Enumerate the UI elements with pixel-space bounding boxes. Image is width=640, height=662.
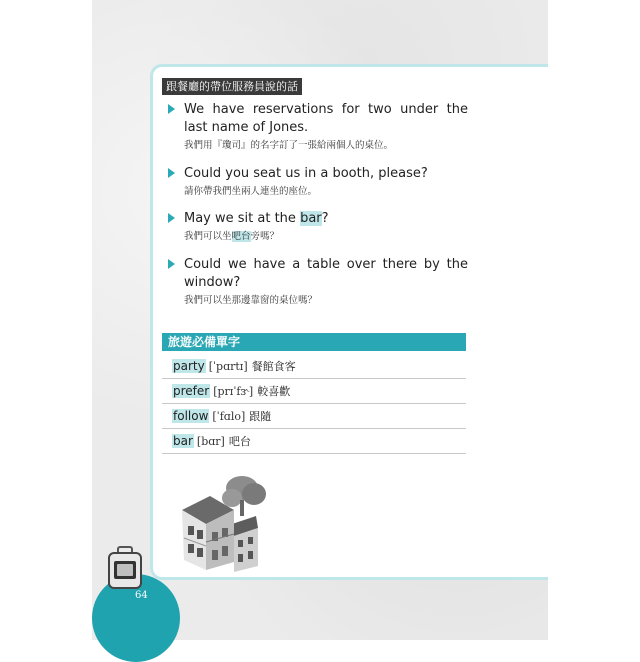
vocab-title: 旅遊必備單字 <box>162 333 466 351</box>
phrase-chinese: 我們可以坐吧台旁嗎？ <box>184 231 280 242</box>
phrase-english: Could you seat us in a booth, please? <box>184 166 428 181</box>
vocab-row <box>162 430 466 454</box>
triangle-bullet-icon <box>168 259 175 269</box>
phrase-item <box>168 210 468 244</box>
vocab-phonetic: [ˈpɑrtɪ] <box>208 360 248 373</box>
vocab-word: party <box>173 359 205 373</box>
vocab-meaning: 吧台 <box>228 435 251 448</box>
phrase-item <box>168 256 468 308</box>
phrase-chinese: 我們用『瓊司』的名字訂了一張給兩個人的桌位。 <box>184 140 394 151</box>
vocab-meaning: 餐館食客 <box>251 360 296 373</box>
phrase-english: We have reservations for two under the last name of Jones. <box>184 102 468 135</box>
phrase-chinese: 請你帶我們坐兩人連坐的座位。 <box>184 186 318 197</box>
vocab-phonetic: [prɪˈfɝ] <box>213 385 254 398</box>
triangle-bullet-icon <box>168 168 175 178</box>
phrase-english: May we sit at the bar? <box>184 211 329 226</box>
phrase-english: Could we have a table over there by the window? <box>184 257 468 290</box>
phrase-item <box>168 101 468 153</box>
section-title: 跟餐廳的帶位服務員說的話 <box>162 78 302 95</box>
vocab-meaning: 跟隨 <box>249 410 272 423</box>
highlighted-word: 吧台 <box>231 231 251 242</box>
phrase-chinese: 我們可以坐那邊靠窗的桌位嗎？ <box>184 295 318 306</box>
phrase-item <box>168 165 468 199</box>
suitcase-icon <box>106 546 144 590</box>
vocab-meaning: 較喜歡 <box>257 385 291 398</box>
triangle-bullet-icon <box>168 104 175 114</box>
vocab-word: bar <box>173 434 193 448</box>
vocab-phonetic: [ˈfɑlo] <box>212 410 246 423</box>
vocab-row <box>162 355 466 379</box>
vocab-row <box>162 380 466 404</box>
highlighted-word: bar <box>300 211 322 226</box>
triangle-bullet-icon <box>168 213 175 223</box>
vocab-word: follow <box>173 409 209 423</box>
vocab-row <box>162 405 466 429</box>
vocab-word: prefer <box>173 384 210 398</box>
building-illustration <box>170 466 280 576</box>
vocab-phonetic: [bɑr] <box>196 435 225 448</box>
page-number: 64 <box>135 590 148 601</box>
